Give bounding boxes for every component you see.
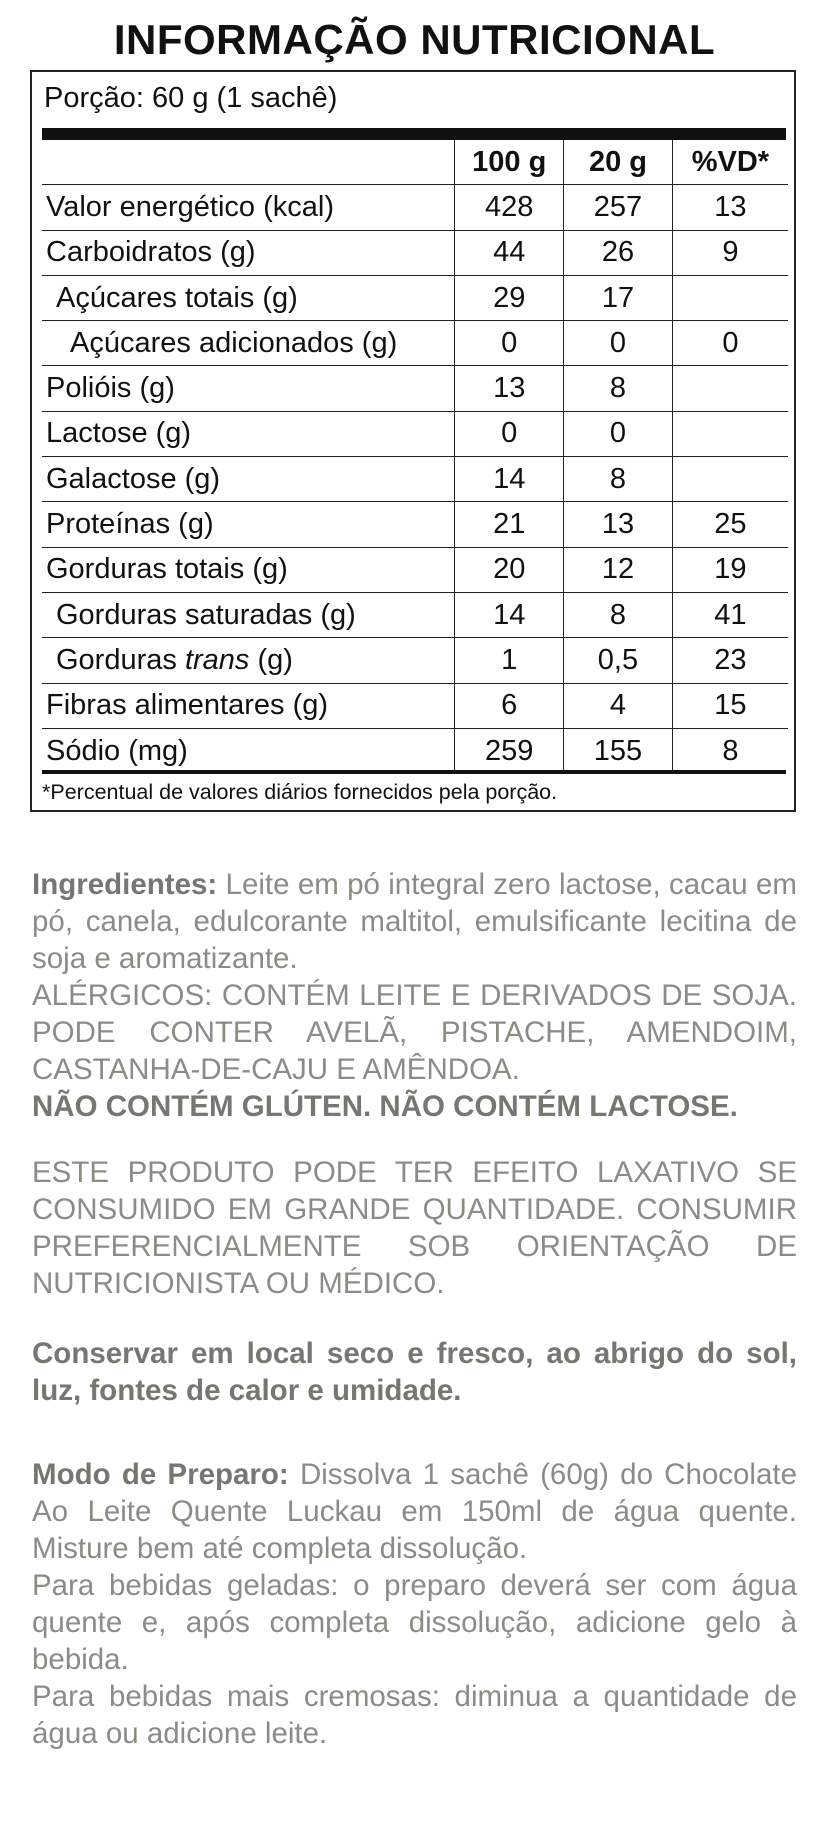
laxative-warning: ESTE PRODUTO PODE TER EFEITO LAXATIVO SE CONSUMIDO EM GRANDE QUANTIDADE. CONSUMIR PREFERENCIALMENTE SOB ORIENTAÇÃO DE NUTRICIONISTA OU MÉDICO. [32, 1156, 797, 1300]
value-vd [672, 366, 788, 411]
value-100g: 13 [455, 366, 564, 411]
value-vd [672, 275, 788, 320]
value-vd [672, 457, 788, 502]
value-20g: 257 [564, 185, 673, 230]
nutrient-name: Gorduras saturadas (g) [42, 592, 455, 637]
value-100g: 14 [455, 457, 564, 502]
gluten-lactose-warning: NÃO CONTÉM GLÚTEN. NÃO CONTÉM LACTOSE. [32, 1090, 738, 1123]
preparation-cold: Para bebidas geladas: o preparo deverá ser com água quente e, após completa dissolução, adicione gelo à bebida. [32, 1569, 797, 1676]
value-20g: 4 [564, 683, 673, 728]
value-20g: 13 [564, 502, 673, 547]
value-vd: 8 [672, 728, 788, 773]
value-vd: 0 [672, 321, 788, 366]
column-header-20g: 20 g [564, 140, 673, 185]
value-20g: 0 [564, 321, 673, 366]
name-suffix: (g) [249, 643, 293, 676]
table-row [42, 230, 788, 275]
table-row [42, 185, 788, 230]
preparation-section [32, 1456, 806, 1752]
nutrition-facts-table [30, 70, 796, 812]
nutrient-name: Açúcares totais (g) [42, 275, 455, 320]
value-20g: 8 [564, 457, 673, 502]
ingredients-section [32, 866, 806, 1125]
table-row [42, 592, 788, 637]
value-vd: 19 [672, 547, 788, 592]
value-vd: 23 [672, 638, 788, 683]
nutrient-name: Lactose (g) [42, 411, 455, 456]
nutrient-name: Proteínas (g) [42, 502, 455, 547]
name-prefix: Gorduras [56, 643, 185, 676]
thick-divider [42, 128, 786, 140]
preparation-label: Modo de Preparo: [32, 1458, 289, 1491]
table-row [42, 547, 788, 592]
value-20g: 26 [564, 230, 673, 275]
storage-instructions: Conservar em local seco e fresco, ao abrigo do sol, luz, fontes de calor e umidade. [32, 1337, 797, 1407]
column-header-100g: 100 g [455, 140, 564, 185]
value-100g: 0 [455, 411, 564, 456]
value-100g: 20 [455, 547, 564, 592]
nutrient-name: Galactose (g) [42, 457, 455, 502]
table-row [42, 728, 788, 773]
value-20g: 8 [564, 366, 673, 411]
table-row [42, 502, 788, 547]
value-100g: 259 [455, 728, 564, 773]
table-row [42, 366, 788, 411]
nutrient-name: Polióis (g) [42, 366, 455, 411]
table-row [42, 457, 788, 502]
value-20g: 0 [564, 411, 673, 456]
value-20g: 155 [564, 728, 673, 773]
allergens-text: ALÉRGICOS: CONTÉM LEITE E DERIVADOS DE SOJA. PODE CONTER AVELÃ, PISTACHE, AMENDOIM, CASTANHA-DE-CAJU E AMÊNDOA. [32, 979, 797, 1086]
value-vd [672, 411, 788, 456]
value-100g: 6 [455, 683, 564, 728]
table-row [42, 683, 788, 728]
preparation-creamy: Para bebidas mais cremosas: diminua a quantidade de água ou adicione leite. [32, 1680, 797, 1750]
value-vd: 15 [672, 683, 788, 728]
nutrient-name: Gorduras totais (g) [42, 547, 455, 592]
value-vd: 41 [672, 592, 788, 637]
nutrient-name: Valor energético (kcal) [42, 185, 455, 230]
value-20g: 12 [564, 547, 673, 592]
table-row [42, 321, 788, 366]
nutrition-table [42, 140, 788, 773]
portion-size: Porção: 60 g (1 sachê) [44, 82, 338, 114]
value-100g: 21 [455, 502, 564, 547]
table-row [42, 411, 788, 456]
footnote: *Percentual de valores diários fornecidos pela porção. [42, 780, 558, 804]
table-row [42, 275, 788, 320]
value-vd: 25 [672, 502, 788, 547]
preparation-text: Dissolva 1 sachê (60g) do Chocolate Ao Leite Quente Luckau em 150ml de água quente. Misture bem até completa dissolução. [32, 1458, 806, 1565]
table-header-row [42, 140, 788, 185]
nutrient-name: Açúcares adicionados (g) [42, 321, 455, 366]
value-100g: 1 [455, 638, 564, 683]
nutrient-name [42, 638, 455, 683]
nutrient-name: Carboidratos (g) [42, 230, 455, 275]
ingredients-text: Leite em pó integral zero lactose, cacau em pó, canela, edulcorante maltitol, emulsificante lecitina de soja e aromatizante. [32, 868, 806, 975]
value-vd: 13 [672, 185, 788, 230]
nutrient-name: Sódio (mg) [42, 728, 455, 773]
value-100g: 14 [455, 592, 564, 637]
value-vd: 9 [672, 230, 788, 275]
value-20g: 17 [564, 275, 673, 320]
name-italic: trans [184, 643, 250, 676]
value-100g: 29 [455, 275, 564, 320]
nutrient-name: Fibras alimentares (g) [42, 683, 455, 728]
column-header-vd: %VD* [672, 140, 788, 185]
value-100g: 0 [455, 321, 564, 366]
ingredients-label: Ingredientes: [32, 868, 218, 901]
value-100g: 428 [455, 185, 564, 230]
table-row [42, 638, 788, 683]
value-20g: 0,5 [564, 638, 673, 683]
bottom-divider [42, 770, 786, 774]
page-title: INFORMAÇÃO NUTRICIONAL [113, 16, 716, 63]
value-20g: 8 [564, 592, 673, 637]
value-100g: 44 [455, 230, 564, 275]
